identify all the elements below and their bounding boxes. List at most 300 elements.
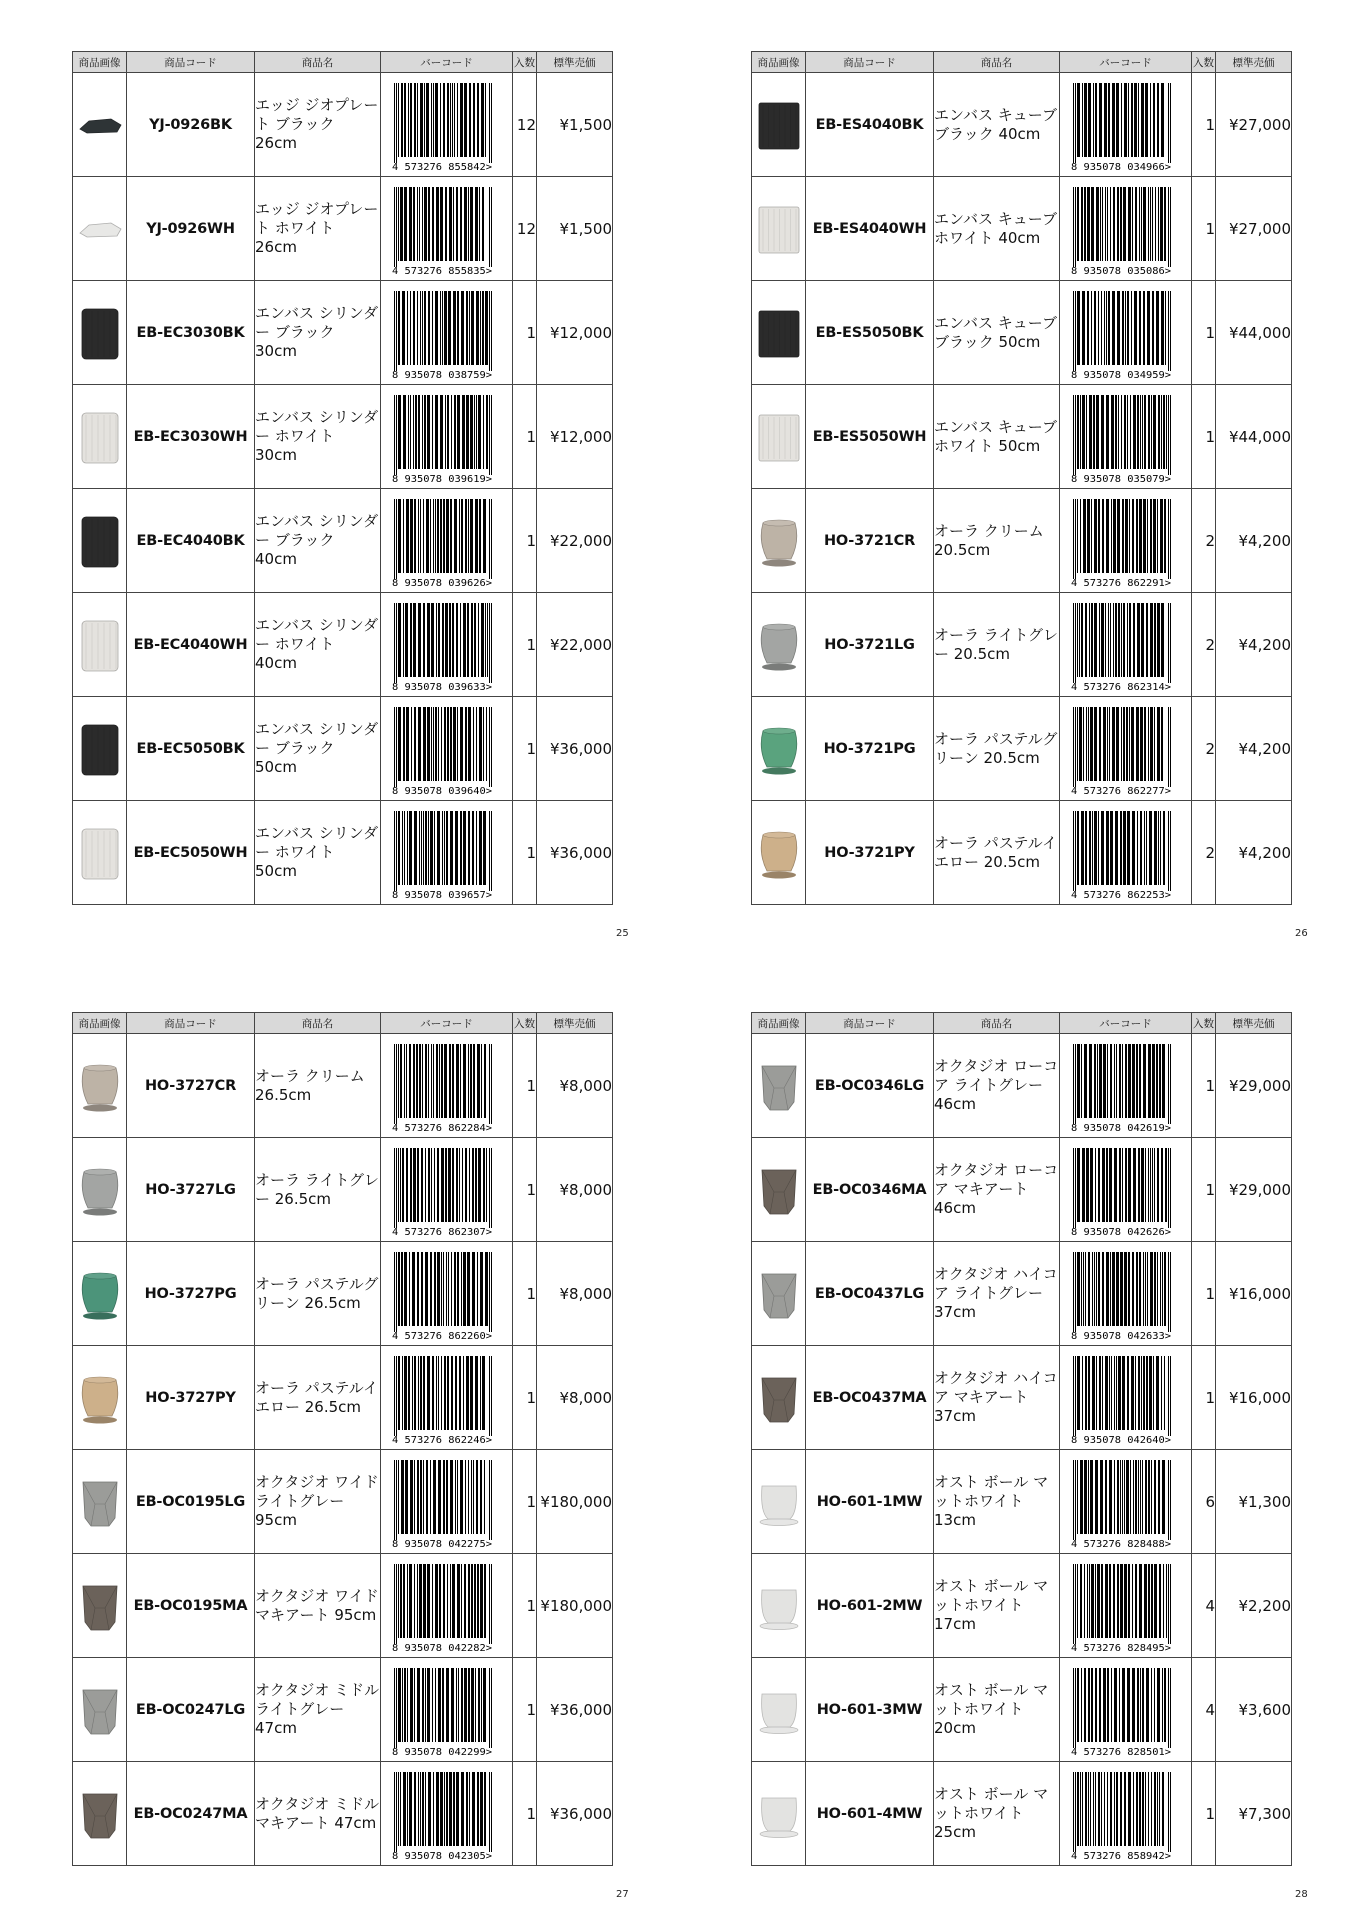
retail-price: ¥180,000 (537, 1554, 613, 1658)
product-row (752, 1450, 1292, 1554)
retail-price: ¥2,200 (1216, 1554, 1292, 1658)
octagon-pot-icon (752, 1368, 805, 1428)
header-image: 商品画像 (752, 1013, 806, 1034)
product-row (73, 1762, 613, 1866)
barcode-number: 4 573276 828501> (1071, 1746, 1172, 1758)
header-qty: 入数 (513, 52, 537, 73)
product-name: オスト ボール マットホワイト 17cm (934, 1554, 1060, 1658)
barcode-bars (1073, 1668, 1171, 1748)
barcode-number: 4 573276 862307> (392, 1226, 493, 1238)
product-name: エンバス キューブ ブラック 40cm (934, 73, 1060, 177)
barcode-bars (394, 1460, 492, 1540)
barcode-image (1063, 1558, 1181, 1654)
cube-pot-icon (752, 303, 805, 363)
retail-price: ¥44,000 (1216, 385, 1292, 489)
product-name: オクタジオ ハイコア ライトグレー 37cm (934, 1242, 1060, 1346)
pack-quantity: 2 (1192, 801, 1216, 905)
retail-price: ¥27,000 (1216, 177, 1292, 281)
octagon-pot-icon (752, 1160, 805, 1220)
retail-price: ¥1,500 (537, 73, 613, 177)
pack-quantity: 1 (1192, 73, 1216, 177)
barcode-image (384, 493, 502, 589)
barcode-cell (381, 385, 513, 489)
product-row (73, 1658, 613, 1762)
product-code: EB-OC0195MA (127, 1554, 255, 1658)
product-row (752, 801, 1292, 905)
product-row (73, 1450, 613, 1554)
octagon-pot-icon (73, 1680, 126, 1740)
barcode-image (1063, 493, 1181, 589)
product-name: エンバス シリンダー ブラック 50cm (255, 697, 381, 801)
product-image-cell (73, 1034, 127, 1138)
barcode-bars (1073, 395, 1171, 475)
product-code: EB-ES4040WH (806, 177, 934, 281)
barcode-number: 8 935078 039640> (392, 785, 493, 797)
pack-quantity: 1 (513, 697, 537, 801)
barcode-number: 8 935078 042633> (1071, 1330, 1172, 1342)
barcode-image (384, 1246, 502, 1342)
product-row (752, 593, 1292, 697)
barcode-number: 8 935078 035079> (1071, 473, 1172, 485)
round-pot-icon (752, 719, 805, 779)
retail-price: ¥8,000 (537, 1346, 613, 1450)
product-name: オクタジオ ミドル ライトグレー 47cm (255, 1658, 381, 1762)
barcode-bars (1073, 603, 1171, 683)
product-image-cell (73, 697, 127, 801)
octagon-pot-icon (73, 1576, 126, 1636)
barcode-number: 8 935078 042275> (392, 1538, 493, 1550)
product-image-cell (73, 801, 127, 905)
product-name: オクタジオ ハイコア マキアート 37cm (934, 1346, 1060, 1450)
header-row (73, 52, 613, 73)
pack-quantity: 12 (513, 73, 537, 177)
retail-price: ¥3,600 (1216, 1658, 1292, 1762)
product-image-cell (73, 1658, 127, 1762)
product-code: EB-OC0195LG (127, 1450, 255, 1554)
catalog-page (72, 1012, 612, 1866)
header-row (752, 1013, 1292, 1034)
retail-price: ¥29,000 (1216, 1034, 1292, 1138)
page-number: 25 (616, 928, 629, 939)
barcode-cell (1060, 385, 1192, 489)
pack-quantity: 1 (1192, 1346, 1216, 1450)
barcode-number: 8 935078 035086> (1071, 265, 1172, 277)
product-name: オクタジオ ローコア ライトグレー 46cm (934, 1034, 1060, 1138)
barcode-bars (1073, 291, 1171, 371)
product-image-cell (752, 1762, 806, 1866)
barcode-image (1063, 701, 1181, 797)
product-image-cell (752, 177, 806, 281)
retail-price: ¥8,000 (537, 1242, 613, 1346)
cylinder-pot-icon (73, 719, 126, 779)
product-image-cell (73, 1450, 127, 1554)
product-name: オーラ パステルグリーン 20.5cm (934, 697, 1060, 801)
product-code: EB-EC4040BK (127, 489, 255, 593)
product-row (73, 177, 613, 281)
barcode-cell (1060, 1554, 1192, 1658)
retail-price: ¥4,200 (1216, 801, 1292, 905)
header-name: 商品名 (934, 52, 1060, 73)
pack-quantity: 1 (513, 489, 537, 593)
catalog-page (751, 51, 1291, 905)
barcode-number: 8 935078 042626> (1071, 1226, 1172, 1238)
pack-quantity: 1 (513, 385, 537, 489)
barcode-image (1063, 1662, 1181, 1758)
header-name: 商品名 (255, 1013, 381, 1034)
product-code: EB-OC0247LG (127, 1658, 255, 1762)
product-code: EB-ES5050WH (806, 385, 934, 489)
barcode-bars (1073, 1356, 1171, 1436)
barcode-cell (381, 281, 513, 385)
retail-price: ¥36,000 (537, 1762, 613, 1866)
barcode-cell (381, 801, 513, 905)
product-row (752, 1554, 1292, 1658)
barcode-image (1063, 285, 1181, 381)
product-table (751, 51, 1292, 905)
header-image: 商品画像 (752, 52, 806, 73)
product-code: EB-OC0437MA (806, 1346, 934, 1450)
product-image-cell (73, 1138, 127, 1242)
retail-price: ¥22,000 (537, 593, 613, 697)
barcode-bars (394, 187, 492, 267)
product-code: EB-OC0346LG (806, 1034, 934, 1138)
product-name: オーラ ライトグレー 26.5cm (255, 1138, 381, 1242)
retail-price: ¥4,200 (1216, 593, 1292, 697)
retail-price: ¥16,000 (1216, 1242, 1292, 1346)
barcode-bars (1073, 187, 1171, 267)
product-name: エンバス シリンダー ホワイト 30cm (255, 385, 381, 489)
barcode-image (1063, 389, 1181, 485)
pack-quantity: 1 (513, 281, 537, 385)
pack-quantity: 6 (1192, 1450, 1216, 1554)
barcode-image (1063, 1142, 1181, 1238)
barcode-image (384, 597, 502, 693)
product-code: HO-3721LG (806, 593, 934, 697)
product-name: エンバス シリンダー ブラック 40cm (255, 489, 381, 593)
product-code: HO-601-2MW (806, 1554, 934, 1658)
product-image-cell (752, 697, 806, 801)
barcode-cell (1060, 1242, 1192, 1346)
barcode-bars (1073, 1148, 1171, 1228)
retail-price: ¥16,000 (1216, 1346, 1292, 1450)
bowl-pot-icon (752, 1680, 805, 1740)
product-row (752, 1658, 1292, 1762)
product-image-cell (752, 73, 806, 177)
pack-quantity: 1 (1192, 281, 1216, 385)
product-row (73, 1346, 613, 1450)
product-code: EB-OC0437LG (806, 1242, 934, 1346)
product-code: HO-601-4MW (806, 1762, 934, 1866)
header-image: 商品画像 (73, 52, 127, 73)
barcode-bars (394, 707, 492, 787)
barcode-image (1063, 1350, 1181, 1446)
header-price: 標準売価 (1216, 1013, 1292, 1034)
barcode-image (384, 1662, 502, 1758)
barcode-cell (381, 73, 513, 177)
cube-pot-icon (752, 95, 805, 155)
pack-quantity: 4 (1192, 1554, 1216, 1658)
barcode-number: 4 573276 862253> (1071, 889, 1172, 901)
barcode-cell (381, 1658, 513, 1762)
pack-quantity: 1 (513, 1138, 537, 1242)
bowl-pot-icon (752, 1576, 805, 1636)
pack-quantity: 2 (1192, 593, 1216, 697)
barcode-number: 8 935078 039626> (392, 577, 493, 589)
product-row (752, 489, 1292, 593)
barcode-image (384, 1350, 502, 1446)
barcode-bars (394, 1252, 492, 1332)
product-code: EB-ES5050BK (806, 281, 934, 385)
pack-quantity: 1 (513, 1034, 537, 1138)
product-image-cell (752, 593, 806, 697)
cube-pot-icon (752, 199, 805, 259)
retail-price: ¥36,000 (537, 801, 613, 905)
product-code: HO-3727PY (127, 1346, 255, 1450)
product-name: オクタジオ ローコア マキアート 46cm (934, 1138, 1060, 1242)
barcode-cell (1060, 1658, 1192, 1762)
barcode-cell (1060, 281, 1192, 385)
header-qty: 入数 (1192, 1013, 1216, 1034)
product-image-cell (752, 1346, 806, 1450)
barcode-bars (394, 1564, 492, 1644)
plate-icon (73, 95, 126, 155)
pack-quantity: 1 (1192, 177, 1216, 281)
cylinder-pot-icon (73, 407, 126, 467)
barcode-number: 4 573276 862291> (1071, 577, 1172, 589)
product-code: EB-EC5050BK (127, 697, 255, 801)
barcode-bars (394, 395, 492, 475)
barcode-cell (1060, 177, 1192, 281)
product-row (752, 73, 1292, 177)
product-row (73, 281, 613, 385)
product-name: エッジ ジオプレート ホワイト 26cm (255, 177, 381, 281)
product-row (73, 1034, 613, 1138)
retail-price: ¥8,000 (537, 1034, 613, 1138)
product-name: エンバス シリンダー ホワイト 50cm (255, 801, 381, 905)
pack-quantity: 1 (513, 1450, 537, 1554)
round-pot-icon (73, 1368, 126, 1428)
round-pot-icon (73, 1160, 126, 1220)
product-name: オスト ボール マットホワイト 25cm (934, 1762, 1060, 1866)
product-name: エンバス シリンダー ブラック 30cm (255, 281, 381, 385)
header-barcode: バーコード (381, 1013, 513, 1034)
product-name: オーラ ライトグレー 20.5cm (934, 593, 1060, 697)
barcode-bars (1073, 1460, 1171, 1540)
page-number: 26 (1295, 928, 1308, 939)
pack-quantity: 1 (513, 801, 537, 905)
header-code: 商品コード (127, 1013, 255, 1034)
barcode-number: 4 573276 862260> (392, 1330, 493, 1342)
product-code: EB-OC0346MA (806, 1138, 934, 1242)
product-code: YJ-0926WH (127, 177, 255, 281)
barcode-bars (394, 603, 492, 683)
product-image-cell (73, 385, 127, 489)
pack-quantity: 1 (513, 1762, 537, 1866)
barcode-number: 8 935078 042640> (1071, 1434, 1172, 1446)
barcode-number: 8 935078 042282> (392, 1642, 493, 1654)
barcode-cell (381, 1554, 513, 1658)
product-image-cell (752, 1450, 806, 1554)
cylinder-pot-icon (73, 303, 126, 363)
product-row (73, 1138, 613, 1242)
barcode-image (384, 1142, 502, 1238)
product-code: HO-3727CR (127, 1034, 255, 1138)
product-row (73, 1554, 613, 1658)
product-code: EB-EC5050WH (127, 801, 255, 905)
retail-price: ¥8,000 (537, 1138, 613, 1242)
product-name: オーラ パステルイエロー 26.5cm (255, 1346, 381, 1450)
barcode-cell (381, 1138, 513, 1242)
barcode-image (1063, 805, 1181, 901)
retail-price: ¥36,000 (537, 697, 613, 801)
product-row (73, 697, 613, 801)
product-code: YJ-0926BK (127, 73, 255, 177)
barcode-cell (1060, 1034, 1192, 1138)
product-image-cell (752, 1658, 806, 1762)
barcode-image (1063, 1454, 1181, 1550)
product-code: HO-3721PG (806, 697, 934, 801)
barcode-bars (1073, 1252, 1171, 1332)
pack-quantity: 4 (1192, 1658, 1216, 1762)
barcode-cell (1060, 697, 1192, 801)
header-qty: 入数 (1192, 52, 1216, 73)
product-image-cell (73, 1554, 127, 1658)
product-image-cell (73, 593, 127, 697)
product-row (752, 1138, 1292, 1242)
barcode-image (384, 1454, 502, 1550)
barcode-cell (1060, 1346, 1192, 1450)
header-name: 商品名 (934, 1013, 1060, 1034)
barcode-bars (394, 499, 492, 579)
product-name: オーラ パステルグリーン 26.5cm (255, 1242, 381, 1346)
retail-price: ¥44,000 (1216, 281, 1292, 385)
product-code: HO-601-3MW (806, 1658, 934, 1762)
barcode-bars (394, 1044, 492, 1124)
product-name: オーラ パステルイエロー 20.5cm (934, 801, 1060, 905)
barcode-cell (381, 1034, 513, 1138)
barcode-image (384, 285, 502, 381)
barcode-cell (381, 1242, 513, 1346)
product-code: HO-3721CR (806, 489, 934, 593)
barcode-image (384, 181, 502, 277)
bowl-pot-icon (752, 1784, 805, 1844)
product-image-cell (73, 1762, 127, 1866)
product-image-cell (73, 281, 127, 385)
product-row (752, 177, 1292, 281)
retail-price: ¥7,300 (1216, 1762, 1292, 1866)
cylinder-pot-icon (73, 615, 126, 675)
product-image-cell (752, 1554, 806, 1658)
product-row (73, 385, 613, 489)
product-image-cell (73, 1346, 127, 1450)
barcode-bars (1073, 1564, 1171, 1644)
barcode-number: 8 935078 039619> (392, 473, 493, 485)
barcode-bars (1073, 811, 1171, 891)
product-image-cell (73, 177, 127, 281)
product-image-cell (752, 801, 806, 905)
barcode-image (384, 389, 502, 485)
pack-quantity: 1 (1192, 385, 1216, 489)
product-name: エンバス キューブ ホワイト 40cm (934, 177, 1060, 281)
barcode-number: 8 935078 042305> (392, 1850, 493, 1862)
retail-price: ¥180,000 (537, 1450, 613, 1554)
barcode-number: 8 935078 034966> (1071, 161, 1172, 173)
product-row (752, 697, 1292, 801)
pack-quantity: 1 (1192, 1138, 1216, 1242)
product-code: HO-3727LG (127, 1138, 255, 1242)
catalog-page (72, 51, 612, 905)
header-name: 商品名 (255, 52, 381, 73)
product-table (72, 51, 613, 905)
barcode-cell (381, 489, 513, 593)
product-table (72, 1012, 613, 1866)
product-row (73, 801, 613, 905)
product-name: エンバス シリンダー ホワイト 40cm (255, 593, 381, 697)
product-code: HO-601-1MW (806, 1450, 934, 1554)
octagon-pot-icon (73, 1472, 126, 1532)
barcode-cell (381, 593, 513, 697)
barcode-cell (381, 177, 513, 281)
barcode-image (1063, 181, 1181, 277)
barcode-number: 8 935078 042619> (1071, 1122, 1172, 1134)
pack-quantity: 1 (1192, 1242, 1216, 1346)
product-image-cell (752, 1034, 806, 1138)
header-qty: 入数 (513, 1013, 537, 1034)
product-row (752, 1346, 1292, 1450)
pack-quantity: 1 (513, 1554, 537, 1658)
barcode-number: 4 573276 862284> (392, 1122, 493, 1134)
product-row (73, 593, 613, 697)
retail-price: ¥1,300 (1216, 1450, 1292, 1554)
barcode-image (384, 1766, 502, 1862)
product-code: EB-EC4040WH (127, 593, 255, 697)
product-name: エンバス キューブ ホワイト 50cm (934, 385, 1060, 489)
barcode-image (384, 701, 502, 797)
product-name: オクタジオ ワイド マキアート 95cm (255, 1554, 381, 1658)
barcode-number: 8 935078 042299> (392, 1746, 493, 1758)
octagon-pot-icon (73, 1784, 126, 1844)
product-row (752, 281, 1292, 385)
product-code: HO-3721PY (806, 801, 934, 905)
product-image-cell (752, 1138, 806, 1242)
product-row (73, 73, 613, 177)
product-table (751, 1012, 1292, 1866)
barcode-bars (394, 1356, 492, 1436)
product-code: EB-ES4040BK (806, 73, 934, 177)
round-pot-icon (73, 1264, 126, 1324)
barcode-number: 4 573276 828488> (1071, 1538, 1172, 1550)
barcode-bars (1073, 1044, 1171, 1124)
barcode-bars (394, 1148, 492, 1228)
barcode-bars (394, 1772, 492, 1852)
octagon-pot-icon (752, 1264, 805, 1324)
product-name: オーラ クリーム 26.5cm (255, 1034, 381, 1138)
retail-price: ¥29,000 (1216, 1138, 1292, 1242)
product-name: オスト ボール マットホワイト 20cm (934, 1658, 1060, 1762)
retail-price: ¥4,200 (1216, 697, 1292, 801)
pack-quantity: 1 (1192, 1762, 1216, 1866)
barcode-cell (1060, 1762, 1192, 1866)
barcode-image (1063, 77, 1181, 173)
product-name: オスト ボール マットホワイト 13cm (934, 1450, 1060, 1554)
barcode-number: 4 573276 862277> (1071, 785, 1172, 797)
round-pot-icon (752, 615, 805, 675)
pack-quantity: 2 (1192, 489, 1216, 593)
header-row (752, 52, 1292, 73)
pack-quantity: 1 (513, 1658, 537, 1762)
barcode-number: 4 573276 855842> (392, 161, 493, 173)
pack-quantity: 12 (513, 177, 537, 281)
